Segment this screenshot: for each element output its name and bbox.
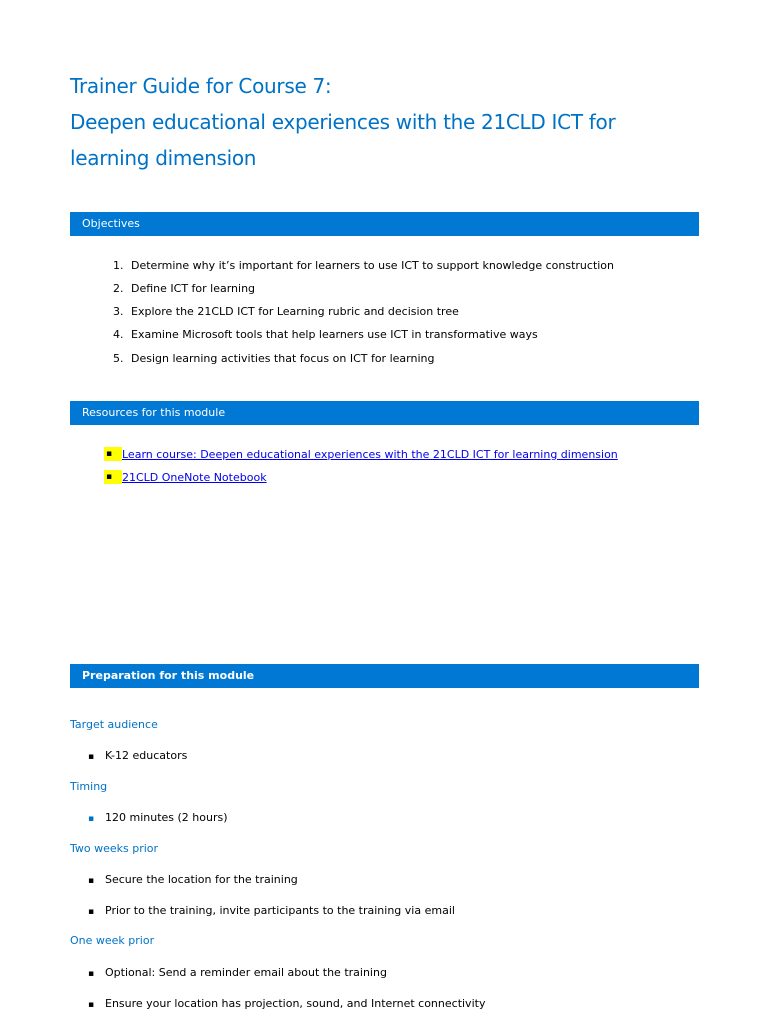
page-title-line-1: Trainer Guide for Course 7:	[70, 74, 332, 98]
objective-item	[113, 305, 459, 318]
objective-text: Design learning activities that focus on ICT for learning	[131, 352, 435, 365]
objective-number: 1.	[113, 259, 124, 272]
target-audience-heading: Target audience	[70, 718, 158, 731]
objective-item	[113, 259, 614, 272]
objective-number: 2.	[113, 282, 124, 295]
onenote-notebook-link[interactable]: 21CLD OneNote Notebook	[122, 471, 267, 484]
objective-text: Examine Microsoft tools that help learners use ICT in transformative ways	[131, 328, 538, 341]
one-week-prior-heading: One week prior	[70, 934, 155, 947]
list-item	[88, 904, 455, 917]
highlighted-bullet-icon: ▪	[104, 447, 122, 461]
objective-item	[113, 282, 255, 295]
list-item	[88, 997, 485, 1010]
list-item-text: Ensure your location has projection, sound, and Internet connectivity	[105, 997, 486, 1010]
list-item-text: Prior to the training, invite participants to the training via email	[105, 904, 455, 917]
bullet-icon: ▪	[88, 876, 95, 886]
objective-text: Explore the 21CLD ICT for Learning rubric and decision tree	[131, 305, 459, 318]
highlighted-bullet-icon: ▪	[104, 470, 122, 484]
bullet-icon: ▪	[88, 814, 95, 824]
list-item	[88, 966, 387, 979]
objectives-heading: Objectives	[70, 212, 699, 236]
bullet-icon: ▪	[88, 1000, 95, 1010]
list-item-text: 120 minutes (2 hours)	[105, 811, 228, 824]
list-item	[88, 749, 187, 762]
preparation-heading-underline	[70, 686, 699, 688]
objective-number: 3.	[113, 305, 124, 318]
list-item	[88, 811, 228, 824]
objective-number: 5.	[113, 352, 124, 365]
objective-number: 4.	[113, 328, 124, 341]
list-item-text: Optional: Send a reminder email about the training	[105, 966, 387, 979]
page-title-line-2: Deepen educational experiences with the 21CLD ICT for	[70, 110, 616, 134]
list-item-text: K-12 educators	[105, 749, 188, 762]
objective-text: Determine why it’s important for learners to use ICT to support knowledge construction	[131, 259, 615, 272]
resources-heading: Resources for this module	[70, 401, 699, 425]
bullet-icon: ▪	[88, 969, 95, 979]
bullet-icon: ▪	[88, 907, 95, 917]
resource-item	[104, 471, 267, 485]
timing-heading: Timing	[70, 780, 108, 793]
resource-item	[104, 448, 618, 462]
objective-item	[113, 352, 434, 365]
list-item	[88, 873, 298, 886]
learn-course-link[interactable]: Learn course: Deepen educational experiences with the 21CLD ICT for learning dimension	[122, 448, 618, 461]
objective-item	[113, 328, 538, 341]
preparation-heading: Preparation for this module	[70, 664, 699, 688]
page-title-line-3: learning dimension	[70, 146, 257, 170]
bullet-icon: ▪	[88, 752, 95, 762]
two-weeks-prior-heading: Two weeks prior	[70, 842, 159, 855]
objective-text: Define ICT for learning	[131, 282, 256, 295]
list-item-text: Secure the location for the training	[105, 873, 298, 886]
